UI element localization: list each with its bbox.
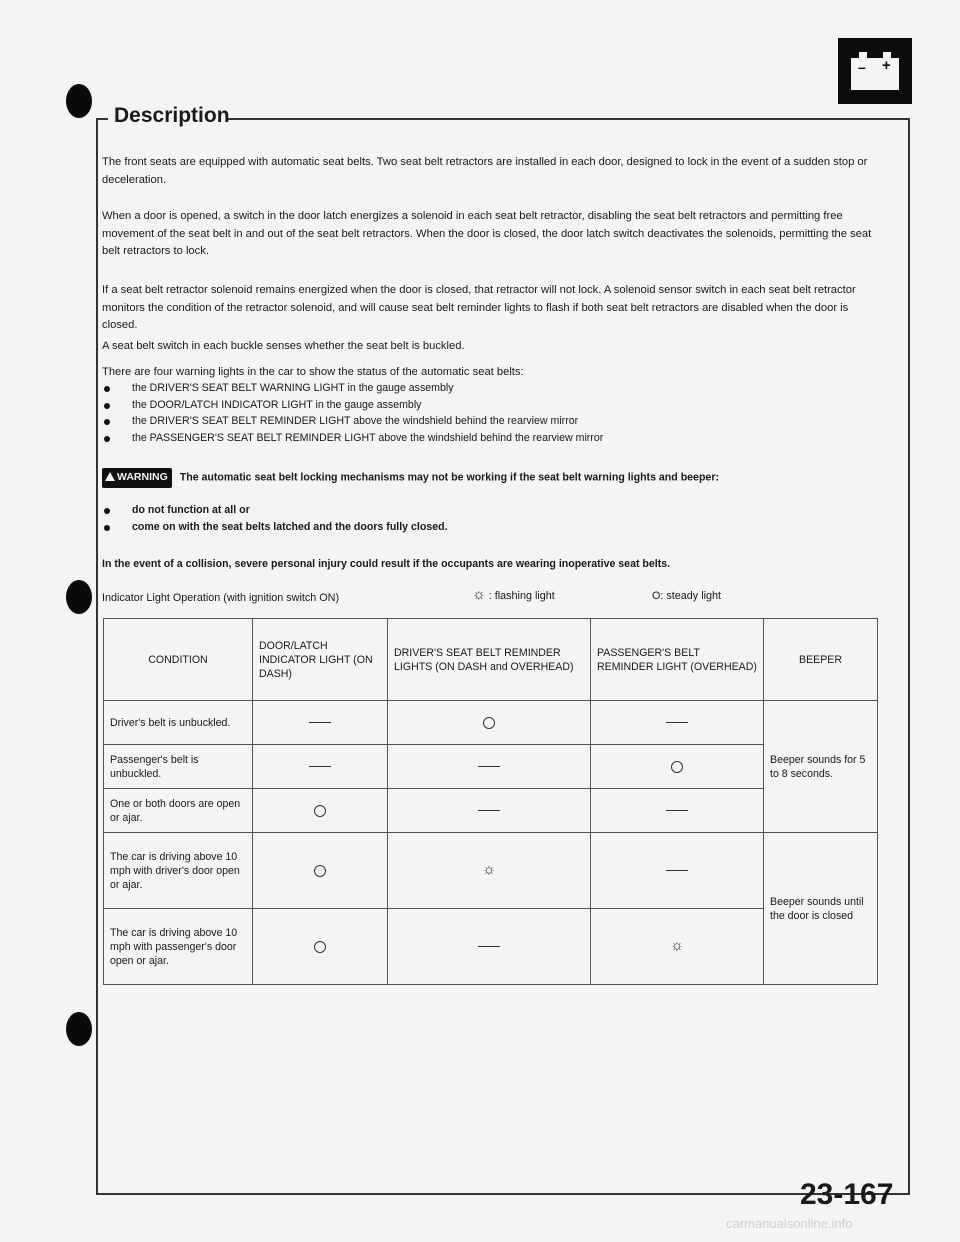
table-row: Passenger's belt is unbuckled. [104,745,878,789]
table-row: Driver's belt is unbuckled. Beeper sounds for 5 to 8 seconds. [104,701,878,745]
binder-hole-1 [66,84,92,118]
table-row: One or both doors are open or ajar. [104,789,878,833]
dash-mark [666,810,688,811]
steady-light-icon [314,941,326,953]
dash-mark [478,946,500,947]
col-passenger-reminder: PASSENGER'S BELT REMINDER LIGHT (OVERHEAD) [591,619,764,701]
warning-lights-list [102,380,882,446]
dash-mark [478,766,500,767]
paragraph-4: A seat belt switch in each buckle senses whether the seat belt is buckled. [102,340,465,352]
legend-steady: O: steady light [652,590,722,602]
paragraph-1: The front seats are equipped with automatic seat belts. Two seat belt retractors are installed in each door, designed to lock in the event of a sudden stop or deceleration. [102,156,868,186]
list-item: the DRIVER'S SEAT BELT REMINDER LIGHT above the windshield behind the rearview mirror [102,413,882,430]
binder-hole-3 [66,1012,92,1046]
paragraph-3: If a seat belt retractor solenoid remains energized when the door is closed, that retractor will not lock. A solenoid sensor switch in each seat belt retractor monitors the condition of the retractor solenoid, and will cause seat belt reminder lights to flash if both seat belt retractors are disabled when the door is closed. [102,284,856,331]
legend-caption: Indicator Light Operation (with ignition switch ON) [102,592,340,604]
steady-light-icon [671,761,683,773]
col-driver-reminder: DRIVER'S SEAT BELT REMINDER LIGHTS (ON DASH and OVERHEAD) [388,619,591,701]
list-item: the DRIVER'S SEAT BELT WARNING LIGHT in the gauge assembly [102,380,882,397]
warning-icon [105,472,115,481]
table-row: The car is driving above 10 mph with passenger's door open or ajar. ☼ [104,909,878,985]
warning-badge: WARNING [102,468,172,488]
watermark: carmanualsonline.info [726,1216,853,1231]
paragraph-5: There are four warning lights in the car to show the status of the automatic seat belts: [102,366,524,378]
steady-light-icon [483,717,495,729]
dash-mark [666,722,688,723]
warning-consequence: In the event of a collision, severe personal injury could result if the occupants are wearing inoperative seat belts. [102,558,671,570]
list-item: do not function at all or [102,502,882,519]
col-door-latch: DOOR/LATCH INDICATOR LIGHT (ON DASH) [253,619,388,701]
legend-flashing: ☼ : flashing light [472,586,555,603]
warning-items-list [102,502,882,535]
flashing-light-icon: ☼ [670,937,684,954]
flashing-light-icon: ☼ [482,861,496,878]
dash-mark [309,722,331,723]
beeper-group-2: Beeper sounds until the door is closed [764,833,878,985]
battery-icon: – + [838,38,912,104]
col-beeper: BEEPER [764,619,878,701]
dash-mark [309,766,331,767]
list-item: the DOOR/LATCH INDICATOR LIGHT in the gauge assembly [102,397,882,414]
col-condition: CONDITION [104,619,253,701]
steady-light-icon [314,805,326,817]
dash-mark [666,870,688,871]
indicator-table [103,618,878,985]
binder-hole-2 [66,580,92,614]
beeper-group-1: Beeper sounds for 5 to 8 seconds. [764,701,878,833]
page-number: 23-167 [800,1178,894,1211]
list-item: come on with the seat belts latched and the doors fully closed. [102,519,882,536]
table-row: The car is driving above 10 mph with driver's door open or ajar. ☼ Beeper sounds until the door is closed [104,833,878,909]
section-title: Description [114,104,230,127]
flashing-light-icon: ☼ [472,586,486,603]
steady-light-icon [314,865,326,877]
warning-text: WARNING The automatic seat belt locking mechanisms may not be working if the seat belt warning lights and beeper: [102,468,882,488]
list-item: the PASSENGER'S SEAT BELT REMINDER LIGHT above the windshield behind the rearview mirror [102,430,882,447]
table-header-row [104,619,878,701]
dash-mark [478,810,500,811]
paragraph-2: When a door is opened, a switch in the door latch energizes a solenoid in each seat belt retractor, disabling the seat belt retractors and permitting free movement of the seat belt in and out of the seat belt retractors. When the door is closed, the door latch switch deactivates the solenoids, permitting the seat belt retractors to lock. [102,210,872,257]
